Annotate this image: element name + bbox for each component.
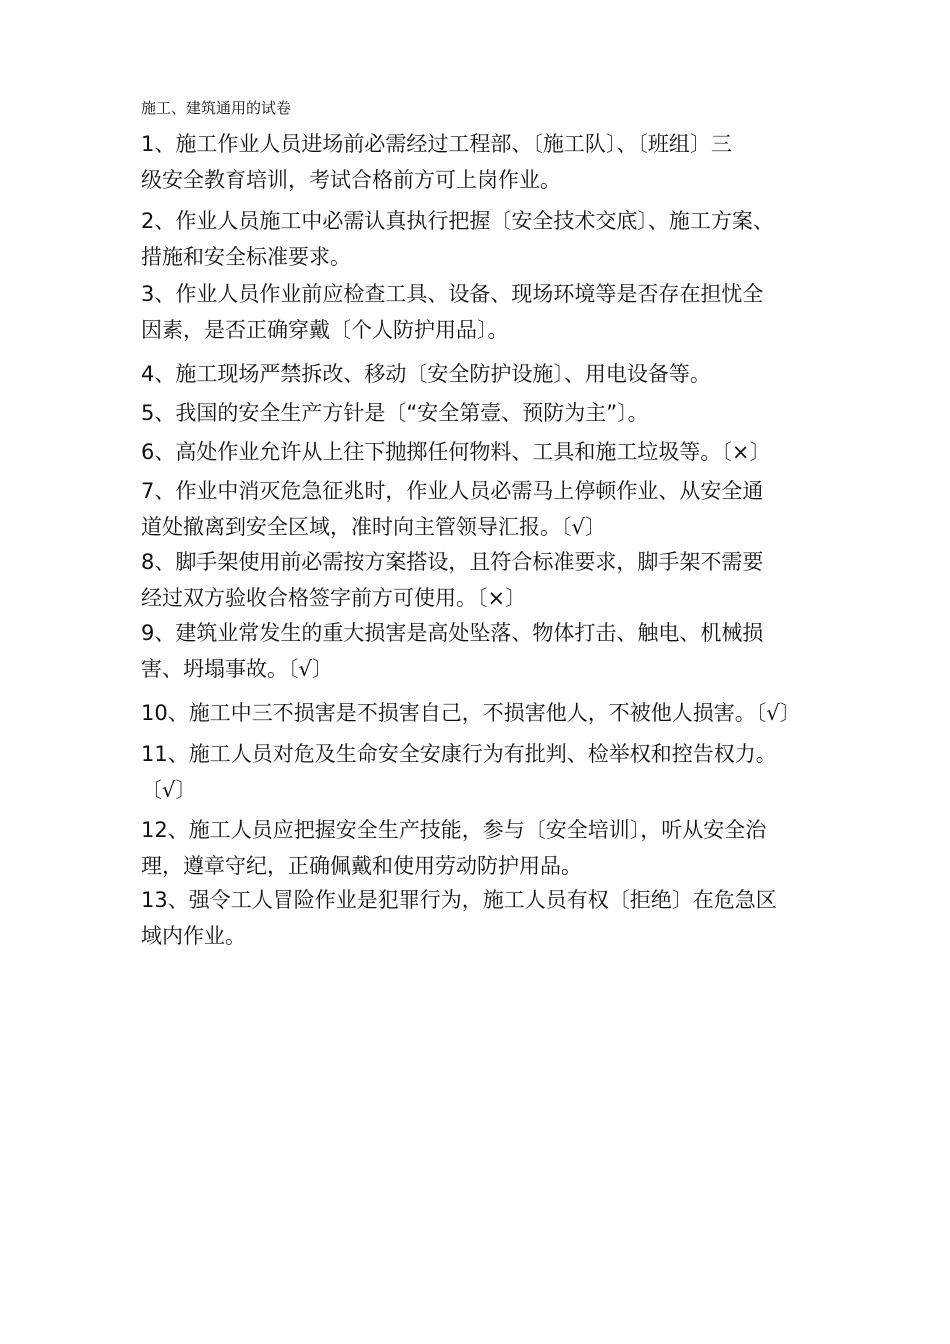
question-3 <box>141 276 821 348</box>
question-line: 8、脚手架使用前必需按方案搭设，且符合标准要求，脚手架不需要 <box>141 550 764 574</box>
question-line: 2、作业人员施工中必需认真执行把握〔安全技术交底〕、施工方案、 <box>141 209 774 233</box>
question-1 <box>141 126 821 198</box>
question-10 <box>141 695 821 731</box>
question-4 <box>141 356 821 392</box>
question-9 <box>141 615 821 687</box>
question-line: 11、施工人员对危及生命安全安康行为有批判、检举权和控告权力。 <box>141 742 777 766</box>
question-line: 10、施工中三不损害是不损害自己，不损害他人，不被他人损害。〔√〕 <box>141 701 801 725</box>
document-title: 施工、建筑通用的试卷 <box>141 99 292 117</box>
question-line: 4、施工现场严禁拆改、移动〔安全防护设施〕、用电设备等。 <box>141 362 711 386</box>
question-2 <box>141 203 821 275</box>
question-13 <box>141 882 821 954</box>
question-line: 道处撤离到安全区域，准时向主管领导汇报。〔√〕 <box>141 515 606 539</box>
question-line: 13、强令工人冒险作业是犯罪行为，施工人员有权〔拒绝〕在危急区 <box>141 888 777 912</box>
question-line: 12、施工人员应把握安全生产技能，参与〔安全培训〕，听从安全治 <box>141 818 767 842</box>
question-line: 6、高处作业允许从上往下抛掷任何物料、工具和施工垃圾等。〔×〕 <box>141 440 771 464</box>
question-line: 害、坍塌事故。〔√〕 <box>141 657 333 681</box>
question-line: 〔√〕 <box>141 778 197 802</box>
question-line: 因素，是否正确穿戴〔个人防护用品〕。 <box>141 318 509 342</box>
question-line: 经过双方验收合格签字前方可使用。〔×〕 <box>141 586 527 610</box>
question-line: 级安全教育培训，考试合格前方可上岗作业。 <box>141 168 561 192</box>
question-line: 理，遵章守纪，正确佩戴和使用劳动防护用品。 <box>141 854 582 878</box>
question-5 <box>141 395 821 431</box>
question-line: 域内作业。 <box>141 924 246 948</box>
question-line: 3、作业人员作业前应检查工具、设备、现场环境等是否存在担忧全 <box>141 282 764 306</box>
question-11 <box>141 736 821 808</box>
question-line: 1、施工作业人员进场前必需经过工程部、〔施工队〕、〔班组〕三 <box>141 132 732 156</box>
question-line: 9、建筑业常发生的重大损害是高处坠落、物体打击、触电、机械损 <box>141 621 764 645</box>
question-line: 措施和安全标准要求。 <box>141 245 351 269</box>
question-6 <box>141 434 821 470</box>
question-line: 5、我国的安全生产方针是〔“安全第壹、预防为主”〕。 <box>141 401 649 425</box>
question-12 <box>141 812 821 884</box>
question-8 <box>141 544 821 616</box>
question-line: 7、作业中消灭危急征兆时，作业人员必需马上停顿作业、从安全通 <box>141 479 764 503</box>
question-7 <box>141 473 821 545</box>
